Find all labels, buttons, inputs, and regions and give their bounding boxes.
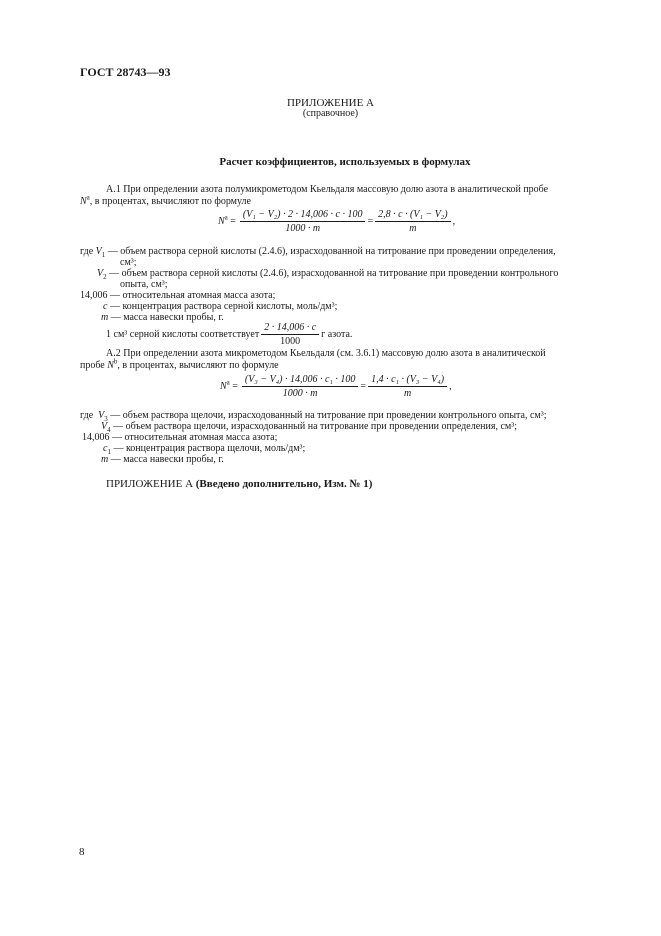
appendix-title: ПРИЛОЖЕНИЕ А (286, 97, 374, 109)
a1-formula (218, 209, 455, 234)
a1-def-v1-cont: см³; (120, 257, 137, 268)
a1-fraction-2-numerator: 2,8 · c · (V₁ − V₂) (375, 209, 451, 222)
a1-intro-sup: a (86, 193, 90, 202)
amendment-note (106, 478, 372, 490)
a1-def-m: m — масса навески пробы, г. (101, 312, 224, 323)
a2-intro-line1: А.2 При определении азота микрометодом Кьельдаля (см. 3.6.1) массовую долю азота в аналитической (106, 348, 546, 359)
page-number: 8 (79, 846, 85, 858)
a2-def-atomic-mass: 14,006 — относительная атомная масса азота; (82, 432, 278, 443)
a1-equivalence-fraction (261, 322, 319, 347)
a1-def-v1: где $V_1$ — объем раствора серной кислоты (2.4.6), израсходованной на титрование при проведении определения, (80, 246, 556, 259)
a2-formula (220, 374, 452, 399)
a2-equals: = (360, 380, 367, 392)
a1-equivalence (106, 322, 352, 347)
a1-equivalence-denominator: 1000 (280, 336, 301, 347)
a1-fraction-1-denominator: 1000 · m (285, 223, 321, 234)
a1-def-v2: $V_2$ — объем раствора серной кислоты (2.4.6), израсходованной на титрование при проведении контрольного (97, 268, 559, 281)
a2-formula-lhs: $N^a$ = (220, 378, 238, 392)
a2-def-v3: где $V_3$ — объем раствора щелочи, израсходованный на титрование при проведении контрольного опыта, см³; (80, 410, 547, 423)
a2-formula-tail: , (449, 380, 452, 392)
a1-def-v2-cont: опыта, см³; (120, 279, 168, 290)
a1-def-c: c — концентрация раствора серной кислоты, моль/дм³; (103, 301, 338, 312)
a1-intro-symbol: N (80, 196, 87, 207)
a1-fraction-2 (375, 209, 451, 234)
a1-def-atomic-mass: 14,006 — относительная атомная масса азота; (80, 290, 276, 301)
a1-intro-line2 (80, 193, 251, 208)
a1-fraction-2-denominator: m (409, 223, 417, 234)
document-code: ГОСТ 28743—93 (80, 65, 171, 79)
a1-fraction-1-numerator: (V₁ − V₂) · 2 · 14,006 · c · 100 (240, 209, 366, 222)
appendix-subtitle: (справочное) (302, 108, 359, 119)
a2-fraction-2 (368, 374, 447, 399)
a1-equivalence-pre: 1 см³ серной кислоты соответствует (106, 328, 260, 340)
a2-def-c1: $c_1$ — концентрация раствора щелочи, моль/дм³; (103, 443, 306, 456)
a1-equivalence-post: г азота. (321, 328, 353, 340)
amendment-label: ПРИЛОЖЕНИЕ А (106, 478, 194, 490)
amendment-text: (Введено дополнительно, Изм. № 1) (195, 478, 373, 490)
section-heading: Расчет коэффициентов, используемых в формулах (219, 156, 471, 168)
a1-intro-rest: , в процентах, вычисляют по формуле (89, 196, 251, 207)
a1-intro-line1: А.1 При определении азота полумикрометодом Кьельдаля массовую долю азота в аналитической пробе (106, 184, 549, 195)
a2-fraction-2-numerator: 1,4 · c₁ · (V₃ − V₄) (368, 374, 447, 387)
a2-def-m: m — масса навески пробы, г. (101, 454, 224, 465)
a2-intro-line2: пробе $N^b$, в процентах, вычисляют по формуле (80, 357, 279, 371)
a2-fraction-2-denominator: m (403, 388, 412, 399)
a1-fraction-1 (240, 209, 366, 234)
a2-fraction-1-numerator: (V₃ − V₄) · 14,006 · c₁ · 100 (242, 374, 359, 387)
a1-formula-tail: , (452, 215, 456, 227)
a2-fraction-1 (242, 374, 359, 399)
a1-equivalence-numerator: 2 · 14,006 · c (261, 322, 319, 335)
a2-fraction-1-denominator: 1000 · m (282, 388, 318, 399)
a2-def-v4: $V_4$ — объем раствора щелочи, израсходованный на титрование при проведении определения, см³; (101, 421, 517, 434)
a1-equals: = (367, 215, 374, 227)
a1-formula-lhs: $N^a$ = (218, 213, 236, 227)
